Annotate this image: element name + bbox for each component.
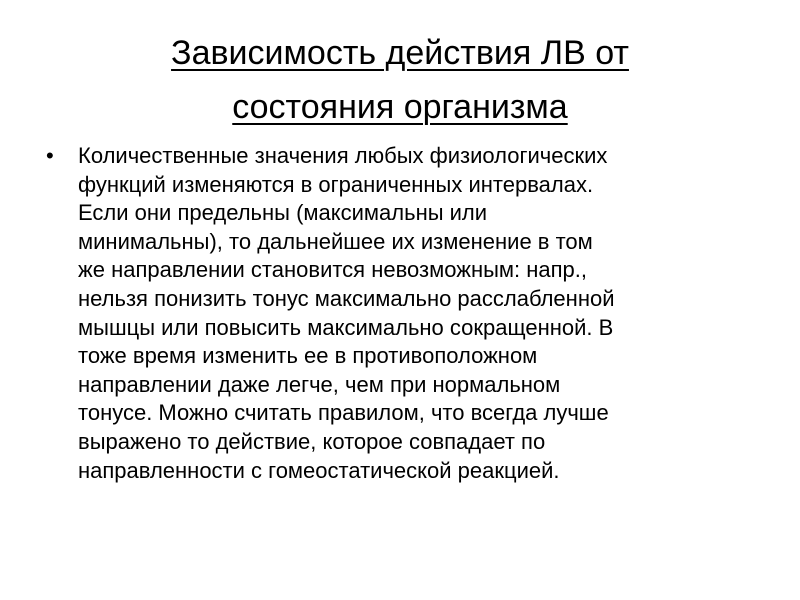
bullet-line: функций изменяются в ограниченных интервалах. [78, 171, 594, 197]
slide-title [40, 26, 760, 134]
bullet-line: Если они предельны (максимальны или [78, 200, 488, 226]
bullet-text [78, 142, 756, 485]
bullet-line: направлении даже легче, чем при нормальном [78, 371, 561, 397]
bullet-icon: • [46, 143, 54, 168]
bullet-line: тонусе. Можно считать правилом, что всегда лучше [78, 400, 609, 426]
title-line-2: состояния организма [232, 88, 568, 126]
bullet-line: нельзя понизить тонус максимально расслабленной [78, 285, 615, 311]
bullet-line: же направлении становится невозможным: напр., [78, 257, 588, 283]
title-line-1: Зависимость действия ЛВ от [171, 34, 629, 72]
bullet-line: минимальны), то дальнейшее их изменение в том [78, 228, 593, 254]
slide-body [44, 142, 756, 485]
bullet-line: мышцы или повысить максимально сокращенной. В [78, 314, 614, 340]
bullet-line: выражено то действие, которое совпадает по [78, 428, 546, 454]
bullet-line: Количественные значения любых физиологических [78, 143, 608, 168]
bullet-line: направленности с гомеостатической реакцией. [78, 457, 560, 483]
bullet-line: тоже время изменить ее в противоположном [78, 343, 538, 369]
bullet-item [44, 142, 756, 485]
